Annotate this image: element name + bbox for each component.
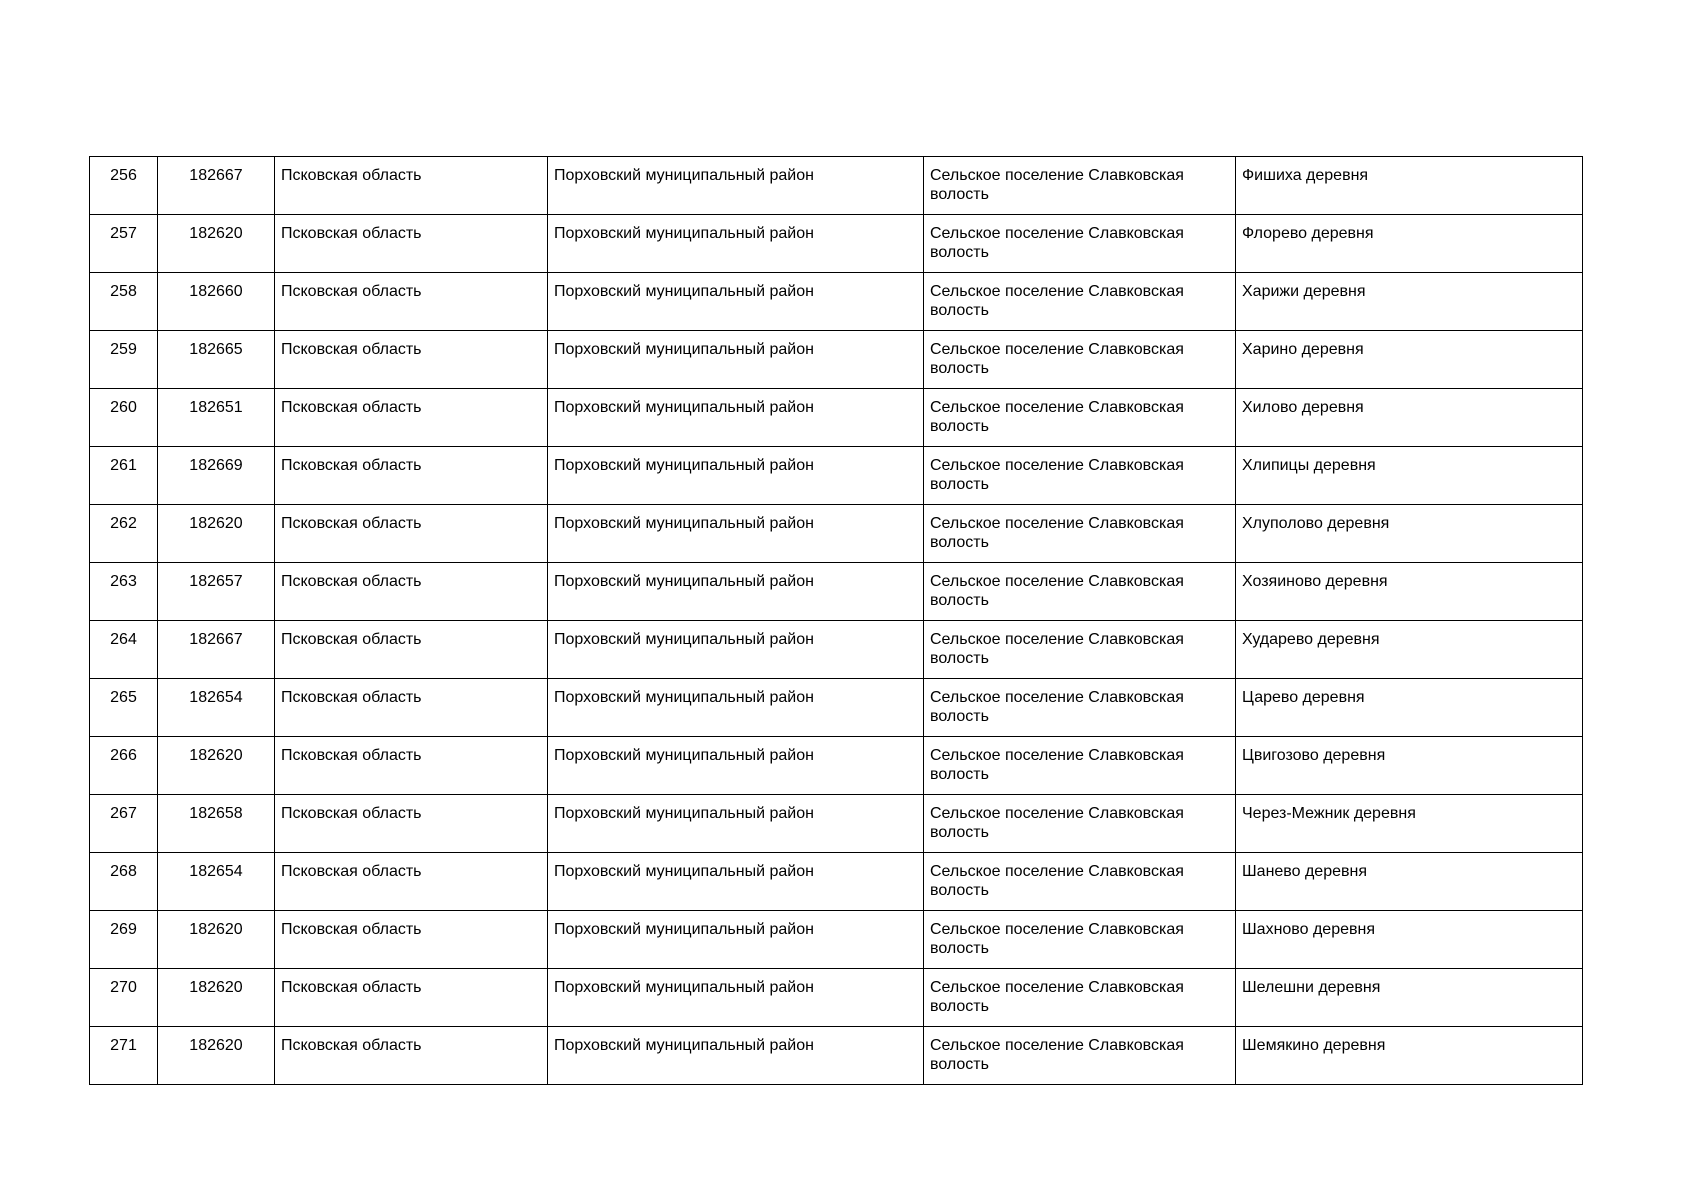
table-row bbox=[90, 273, 1583, 331]
district-cell: Порховский муниципальный район bbox=[548, 157, 924, 215]
locality-cell: Хлипицы деревня bbox=[1236, 447, 1583, 505]
row-number-cell: 257 bbox=[90, 215, 158, 273]
table-row bbox=[90, 679, 1583, 737]
district-cell: Порховский муниципальный район bbox=[548, 853, 924, 911]
row-number-cell: 269 bbox=[90, 911, 158, 969]
settlement-cell: Сельское поселение Славковская волость bbox=[924, 447, 1236, 505]
table-row bbox=[90, 969, 1583, 1027]
district-cell: Порховский муниципальный район bbox=[548, 679, 924, 737]
region-cell: Псковская область bbox=[275, 621, 548, 679]
table-row bbox=[90, 621, 1583, 679]
table-row bbox=[90, 389, 1583, 447]
settlement-cell: Сельское поселение Славковская волость bbox=[924, 157, 1236, 215]
postal-code-cell: 182654 bbox=[158, 679, 275, 737]
settlement-cell: Сельское поселение Славковская волость bbox=[924, 563, 1236, 621]
postal-code-cell: 182660 bbox=[158, 273, 275, 331]
settlement-cell: Сельское поселение Славковская волость bbox=[924, 621, 1236, 679]
locality-cell: Шелешни деревня bbox=[1236, 969, 1583, 1027]
settlement-cell: Сельское поселение Славковская волость bbox=[924, 389, 1236, 447]
settlement-cell: Сельское поселение Славковская волость bbox=[924, 215, 1236, 273]
region-cell: Псковская область bbox=[275, 563, 548, 621]
region-cell: Псковская область bbox=[275, 679, 548, 737]
settlement-cell: Сельское поселение Славковская волость bbox=[924, 273, 1236, 331]
table-body bbox=[90, 157, 1583, 1085]
table-row bbox=[90, 563, 1583, 621]
region-cell: Псковская область bbox=[275, 273, 548, 331]
district-cell: Порховский муниципальный район bbox=[548, 737, 924, 795]
table-row bbox=[90, 853, 1583, 911]
table-row bbox=[90, 157, 1583, 215]
locality-cell: Шанево деревня bbox=[1236, 853, 1583, 911]
row-number-cell: 267 bbox=[90, 795, 158, 853]
row-number-cell: 261 bbox=[90, 447, 158, 505]
row-number-cell: 266 bbox=[90, 737, 158, 795]
region-cell: Псковская область bbox=[275, 969, 548, 1027]
district-cell: Порховский муниципальный район bbox=[548, 447, 924, 505]
region-cell: Псковская область bbox=[275, 911, 548, 969]
settlements-table bbox=[89, 156, 1583, 1085]
row-number-cell: 259 bbox=[90, 331, 158, 389]
settlement-cell: Сельское поселение Славковская волость bbox=[924, 1027, 1236, 1085]
row-number-cell: 268 bbox=[90, 853, 158, 911]
locality-cell: Хозяиново деревня bbox=[1236, 563, 1583, 621]
table-row bbox=[90, 331, 1583, 389]
district-cell: Порховский муниципальный район bbox=[548, 563, 924, 621]
postal-code-cell: 182657 bbox=[158, 563, 275, 621]
region-cell: Псковская область bbox=[275, 389, 548, 447]
district-cell: Порховский муниципальный район bbox=[548, 273, 924, 331]
table-row bbox=[90, 911, 1583, 969]
region-cell: Псковская область bbox=[275, 505, 548, 563]
locality-cell: Шемякино деревня bbox=[1236, 1027, 1583, 1085]
postal-code-cell: 182665 bbox=[158, 331, 275, 389]
row-number-cell: 260 bbox=[90, 389, 158, 447]
locality-cell: Фишиха деревня bbox=[1236, 157, 1583, 215]
table-row bbox=[90, 737, 1583, 795]
settlement-cell: Сельское поселение Славковская волость bbox=[924, 737, 1236, 795]
row-number-cell: 270 bbox=[90, 969, 158, 1027]
table-row bbox=[90, 215, 1583, 273]
region-cell: Псковская область bbox=[275, 215, 548, 273]
settlement-cell: Сельское поселение Славковская волость bbox=[924, 911, 1236, 969]
locality-cell: Хлуполово деревня bbox=[1236, 505, 1583, 563]
table-row bbox=[90, 447, 1583, 505]
locality-cell: Царево деревня bbox=[1236, 679, 1583, 737]
region-cell: Псковская область bbox=[275, 1027, 548, 1085]
district-cell: Порховский муниципальный район bbox=[548, 505, 924, 563]
postal-code-cell: 182654 bbox=[158, 853, 275, 911]
locality-cell: Через-Межник деревня bbox=[1236, 795, 1583, 853]
region-cell: Псковская область bbox=[275, 795, 548, 853]
settlement-cell: Сельское поселение Славковская волость bbox=[924, 679, 1236, 737]
table-row bbox=[90, 1027, 1583, 1085]
row-number-cell: 262 bbox=[90, 505, 158, 563]
settlement-cell: Сельское поселение Славковская волость bbox=[924, 505, 1236, 563]
district-cell: Порховский муниципальный район bbox=[548, 331, 924, 389]
postal-code-cell: 182669 bbox=[158, 447, 275, 505]
postal-code-cell: 182658 bbox=[158, 795, 275, 853]
postal-code-cell: 182620 bbox=[158, 911, 275, 969]
settlement-cell: Сельское поселение Славковская волость bbox=[924, 853, 1236, 911]
locality-cell: Цвигозово деревня bbox=[1236, 737, 1583, 795]
district-cell: Порховский муниципальный район bbox=[548, 621, 924, 679]
postal-code-cell: 182667 bbox=[158, 157, 275, 215]
locality-cell: Шахново деревня bbox=[1236, 911, 1583, 969]
table-row bbox=[90, 795, 1583, 853]
settlement-cell: Сельское поселение Славковская волость bbox=[924, 969, 1236, 1027]
locality-cell: Хилово деревня bbox=[1236, 389, 1583, 447]
locality-cell: Хударево деревня bbox=[1236, 621, 1583, 679]
row-number-cell: 265 bbox=[90, 679, 158, 737]
region-cell: Псковская область bbox=[275, 737, 548, 795]
district-cell: Порховский муниципальный район bbox=[548, 389, 924, 447]
region-cell: Псковская область bbox=[275, 331, 548, 389]
row-number-cell: 258 bbox=[90, 273, 158, 331]
district-cell: Порховский муниципальный район bbox=[548, 215, 924, 273]
locality-cell: Харино деревня bbox=[1236, 331, 1583, 389]
postal-code-cell: 182620 bbox=[158, 215, 275, 273]
district-cell: Порховский муниципальный район bbox=[548, 969, 924, 1027]
district-cell: Порховский муниципальный район bbox=[548, 795, 924, 853]
settlement-cell: Сельское поселение Славковская волость bbox=[924, 795, 1236, 853]
district-cell: Порховский муниципальный район bbox=[548, 911, 924, 969]
region-cell: Псковская область bbox=[275, 447, 548, 505]
district-cell: Порховский муниципальный район bbox=[548, 1027, 924, 1085]
row-number-cell: 264 bbox=[90, 621, 158, 679]
row-number-cell: 256 bbox=[90, 157, 158, 215]
locality-cell: Флорево деревня bbox=[1236, 215, 1583, 273]
postal-code-cell: 182620 bbox=[158, 1027, 275, 1085]
postal-code-cell: 182667 bbox=[158, 621, 275, 679]
row-number-cell: 271 bbox=[90, 1027, 158, 1085]
row-number-cell: 263 bbox=[90, 563, 158, 621]
region-cell: Псковская область bbox=[275, 157, 548, 215]
postal-code-cell: 182620 bbox=[158, 969, 275, 1027]
postal-code-cell: 182620 bbox=[158, 505, 275, 563]
postal-code-cell: 182651 bbox=[158, 389, 275, 447]
region-cell: Псковская область bbox=[275, 853, 548, 911]
settlement-cell: Сельское поселение Славковская волость bbox=[924, 331, 1236, 389]
table-row bbox=[90, 505, 1583, 563]
locality-cell: Харижи деревня bbox=[1236, 273, 1583, 331]
postal-code-cell: 182620 bbox=[158, 737, 275, 795]
